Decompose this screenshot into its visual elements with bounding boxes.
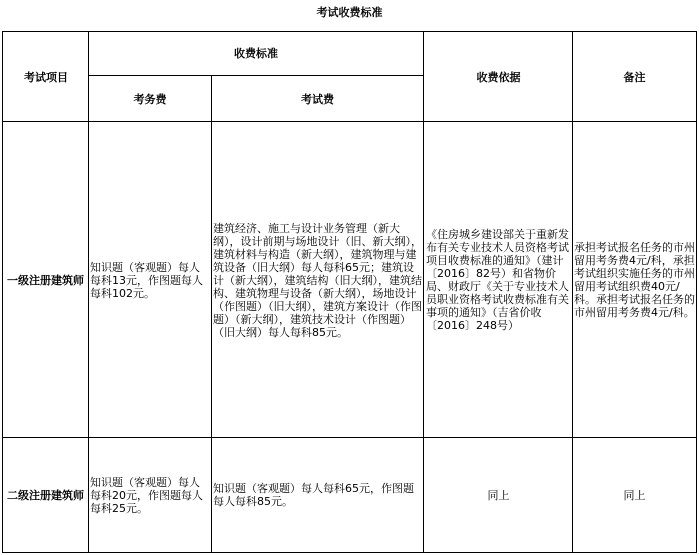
header-basis-label: 收费依据 xyxy=(476,70,521,84)
row-1-item-label: 一级注册建筑师 xyxy=(7,274,84,287)
grid-line-bottom xyxy=(2,552,697,553)
row-1-exam-affairs-fee xyxy=(89,123,211,437)
grid-line-left xyxy=(2,31,3,553)
row-1-item xyxy=(3,123,88,437)
grid-line-right xyxy=(696,31,697,553)
row-2-remarks-text: 同上 xyxy=(623,489,646,502)
row-1-exam-affairs-fee-text: 知识题（客观题）每人每科13元，作图题每人每科102元。 xyxy=(90,260,203,300)
header-basis xyxy=(425,32,572,121)
grid-line-col-1 xyxy=(88,31,89,553)
grid-line-col-3 xyxy=(423,31,424,553)
header-item-label: 考试项目 xyxy=(24,70,68,84)
grid-line-header-bottom xyxy=(2,121,697,122)
row-2-exam-fee xyxy=(212,439,423,551)
header-exam-affairs-fee-label: 考务费 xyxy=(133,92,167,106)
row-2-basis xyxy=(425,439,572,551)
row-2-basis-text: 同上 xyxy=(487,489,510,502)
row-2-exam-fee-text: 知识题（客观题）每人每科65元，作图题每人每科85元。 xyxy=(213,482,414,508)
row-2-exam-affairs-fee xyxy=(89,439,211,551)
grid-line-subheader xyxy=(88,75,424,76)
row-2-exam-affairs-fee-text: 知识题（客观题）每人每科20元，作图题每人每科25元。 xyxy=(90,475,203,515)
row-2-item-label: 二级注册建筑师 xyxy=(7,489,84,502)
grid-line-top xyxy=(2,31,697,32)
row-2-remarks xyxy=(573,439,696,551)
header-fee-standard xyxy=(89,32,423,74)
row-2-item xyxy=(3,439,88,551)
header-remarks-label: 备注 xyxy=(623,70,646,84)
header-item xyxy=(4,32,88,121)
row-1-basis-text: 《住房城乡建设部关于重新发布有关专业技术人员资格考试项目收费标准的通知》（建计〔2016〕82号）和省物价局、财政厅《关于专业技术人员职业资格考试收费标准有关事项的通知》（吉省价收〔2016〕248号） xyxy=(426,228,569,332)
row-1-exam-fee xyxy=(212,123,423,437)
header-fee-standard-label: 收费标准 xyxy=(234,47,278,60)
row-1-exam-fee-text: 建筑经济、施工与设计业务管理（新大纲），设计前期与场地设计（旧、新大纲），建筑材料与构造（新大纲），建筑物理与建筑设备（旧大纲）每人每科65元；建筑设计（新大纲），建筑结构（旧大纲），建筑结构、建筑物理与设备（新大纲），场地设计（作图题）（旧大纲），建筑方案设计（作图题）（新大纲），建筑技术设计（作图题）（旧大纲）每人每科85元。 xyxy=(213,221,422,339)
page-title: 考试收费标准 xyxy=(316,6,383,19)
header-exam-affairs-fee xyxy=(89,76,211,121)
grid-line-row-divider xyxy=(2,437,697,438)
row-1-basis xyxy=(425,123,572,437)
header-exam-fee-label: 考试费 xyxy=(301,92,334,106)
header-remarks xyxy=(573,32,696,121)
grid-line-col-4 xyxy=(572,31,573,553)
grid-line-col-2 xyxy=(211,75,212,553)
row-1-remarks-text: 承担考试报名任务的市州留用考务费4元/科，承担考试组织实施任务的市州留用考试组织费40元/科。承担考试报名任务的市州留用考务费4元/科。 xyxy=(574,241,695,319)
row-1-remarks xyxy=(573,123,696,437)
header-exam-fee xyxy=(212,76,423,121)
